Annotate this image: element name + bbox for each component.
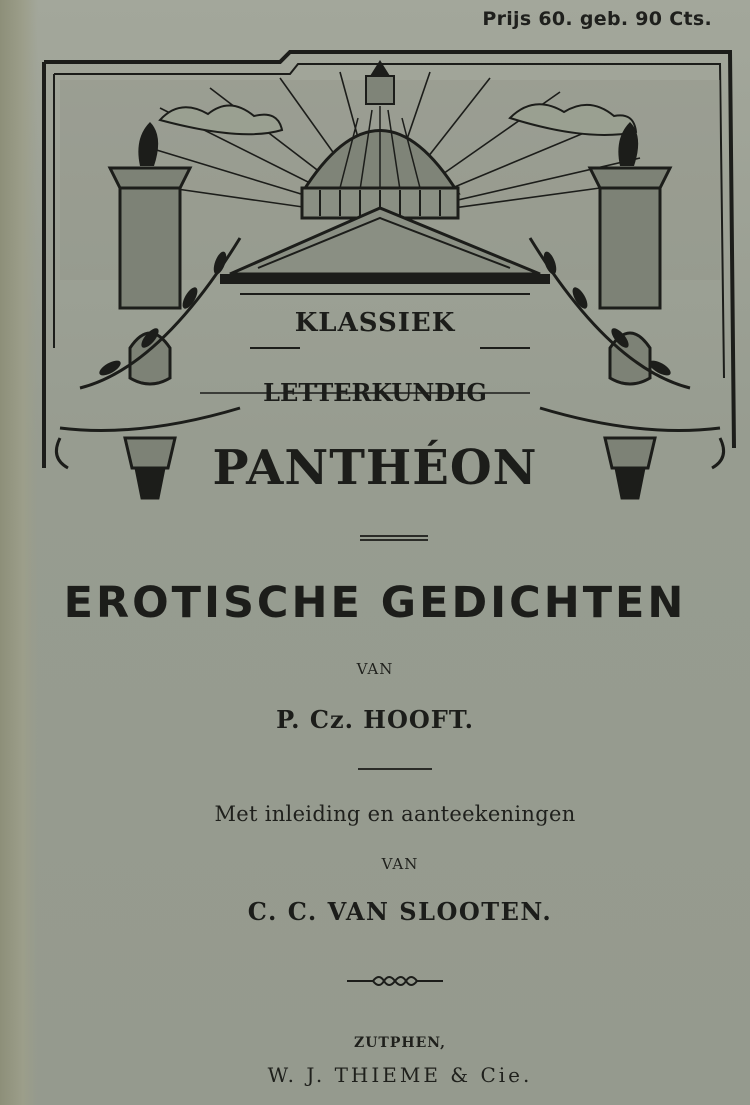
cover-spine-edge [0, 0, 38, 1105]
price-label: Prijs 60. geb. 90 Cts. [482, 8, 712, 30]
double-rule-divider [360, 535, 428, 541]
series-line-letterkundig: LETTERKUNDIG [263, 378, 487, 407]
van-label-author: VAN [356, 660, 394, 678]
van-label-editor: VAN [381, 855, 419, 873]
publisher-place: ZUTPHEN, [353, 1035, 447, 1051]
rule-divider [358, 768, 432, 770]
book-title: EROTISCHE GEDICHTEN [63, 578, 687, 628]
series-line-klassiek: KLASSIEK [294, 308, 456, 338]
editor-name: C. C. VAN SLOOTEN. [247, 897, 553, 926]
author-name: P. Cz. HOOFT. [276, 705, 474, 734]
ornament-divider-icon [345, 970, 445, 992]
publisher-name: W. J. THIEME & Cie. [267, 1063, 533, 1087]
series-line-pantheon: PANTHÉON [212, 440, 538, 496]
engraved-frame-illustration [40, 48, 738, 506]
introduction-note: Met inleiding en aanteekeningen [214, 802, 576, 826]
